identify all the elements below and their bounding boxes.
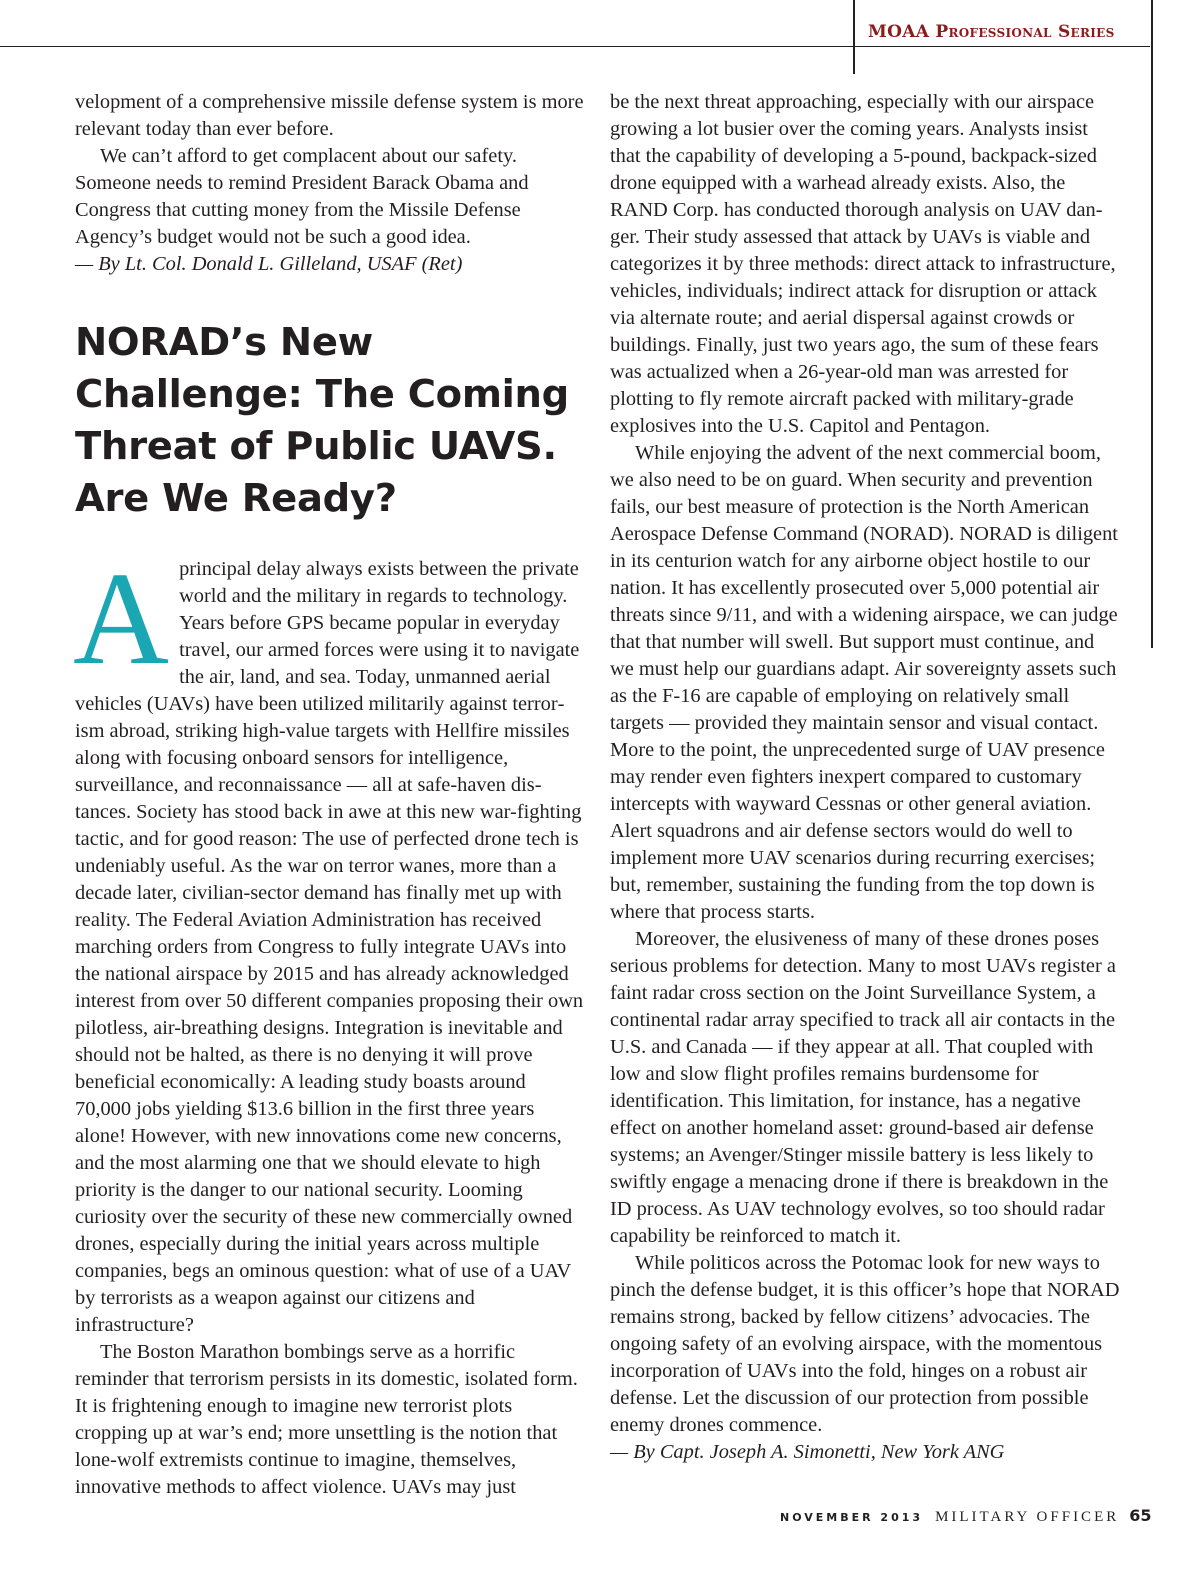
article-headline <box>75 317 585 525</box>
lead-text: principal delay always exists between the private world and the military in regards to technology. Years before GPS became popular in everyday travel, our armed forces were using it to navigate the air, land, and sea. Today, unmanned aerial vehicles (UAVs) have been utilized militarily against terrorism abroad, striking high-value targets with Hellfire missiles along with focusing onboard sensors for intelligence, surveillance, and reconnaissance — all at safe-haven distances. Society has stood back in awe at this new war-fighting tactic, and for good reason: The use of perfected drone tech is undeniably useful. As the war on terror wanes, more than a decade later, civilian-sector demand has finally met up with reality. The Federal Aviation Administration has received marching orders from Congress to fully integrate UAVs into the national airspace by 2015 and has already acknowledged interest from over 50 different companies proposing their own pilotless, air-breathing designs. Integration is inevitable and should not be halted, as there is no denying it will prove beneficial economically: A leading study boasts around 70,000 jobs yielding $13.6 billion in the first three years alone! However, with new innovations come new concerns, and the most alarming one that we should elevate to high priority is the danger to our national security. Looming curiosity over the security of these new commercially owned drones, especially during the initial years across multiple companies, begs an ominous question: what of use of a UAV by terrorists as a weapon against our citizens and infrastructure? <box>75 558 584 1336</box>
lead-paragraph <box>73 544 585 1339</box>
side-rule <box>1151 0 1153 648</box>
issue-date: NOVEMBER 2013 <box>780 1511 924 1524</box>
header-divider <box>853 0 855 74</box>
byline: — By Capt. Joseph A. Simonetti, New York ANG <box>610 1441 1005 1463</box>
paragraph: We can’t afford to get complacent about our safety. Someone needs to remind President Barack Obama and Congress that cutting money from the Missile Defense Agency’s budget would not be such a good idea. <box>75 145 529 248</box>
byline: — By Lt. Col. Donald L. Gilleland, USAF (Ret) <box>75 253 463 275</box>
headline-bold: NORAD’s New Challenge: <box>75 320 373 417</box>
drop-cap: A <box>73 544 170 692</box>
headline-regular: The Coming Threat of Public UAVS. Are We Ready? <box>75 372 569 521</box>
header-rule <box>0 46 1150 47</box>
paragraph: While enjoying the advent of the next commercial boom, we also need to be on guard. When security and prevention fails, our best measure of protection is the North American Aerospace Defense Command (NORAD). NORAD is diligent in its centurion watch for any airborne object hostile to our nation. It has excellently prosecuted over 5,000 potential air threats since 9/11, and with a widening airspace, we can judge that that number will swell. But support must continue, and we must help our guardians adapt. Air sovereignty assets such as the F-16 are capable of employing on relatively small targets — provided they maintain sensor and visual contact. More to the point, the unprecedented surge of UAV presence may render even fighters inexpert compared to customary intercepts with wayward Cessnas or other general aviation. Alert squadrons and air defense sectors would do well to implement more UAV scenarios during recurring exercises; but, remember, sustaining the funding from the top down is where that process starts. <box>610 442 1118 923</box>
left-column <box>75 89 585 1501</box>
paragraph: The Boston Marathon bombings serve as a horrific reminder that terrorism persists in its domestic, isolated form. It is frightening enough to imagine new terrorist plots cropping up at war’s end; more unsettling is the notion that lone-wolf extremists continue to imagine, themselves, innovative methods to affect violence. UAVs may just <box>75 1341 578 1498</box>
paragraph: velopment of a comprehensive missile defense system is more relevant today than ever before. <box>75 91 584 140</box>
paragraph: Moreover, the elusiveness of many of these drones poses serious problems for detection. Many to most UAVs register a faint radar cross section on the Joint Surveillance System, a continental radar array specified to track all air contacts in the U.S. and Canada — if they appear at all. That coupled with low and slow flight profiles remains burdensome for identification. This limitation, for instance, has a negative effect on another homeland asset: ground-based air defense systems; an Avenger/Stinger missile battery is less likely to swiftly engage a menacing drone if there is breakdown in the ID process. As UAV technology evolves, so too should radar capability be reinforced to match it. <box>610 928 1116 1247</box>
series-title: MOAA Professional Series <box>868 22 1115 42</box>
magazine-name: MILITARY OFFICER <box>935 1509 1120 1525</box>
paragraph: While politicos across the Potomac look for new ways to pinch the defense budget, it is this officer’s hope that NORAD remains strong, backed by fellow citizens’ advocacies. The ongoing safety of an evolving airspace, with the momentous incorporation of UAVs into the fold, hinges on a robust air defense. Let the discussion of our protection from possible enemy drones commence. <box>610 1252 1120 1436</box>
page-footer <box>780 1506 1152 1526</box>
page-number: 65 <box>1129 1506 1152 1525</box>
paragraph: be the next threat approaching, especially with our airspace growing a lot busier over the coming years. Analysts insist that the capability of developing a 5-pound, backpack-sized drone equipped with a warhead already exists. Also, the RAND Corp. has conducted thorough analysis on UAV danger. Their study assessed that attack by UAVs is viable and categorizes it by three methods: direct attack to infrastructure, vehicles, individuals; indirect attack for disruption or attack via alternate route; and aerial dispersal against crowds or buildings. Finally, just two years ago, the sum of these fears was actualized when a 26-year-old man was arrested for plotting to fly remote aircraft packed with military-grade explosives into the U.S. Capitol and Pentagon. <box>610 91 1116 437</box>
right-column <box>610 89 1122 1466</box>
